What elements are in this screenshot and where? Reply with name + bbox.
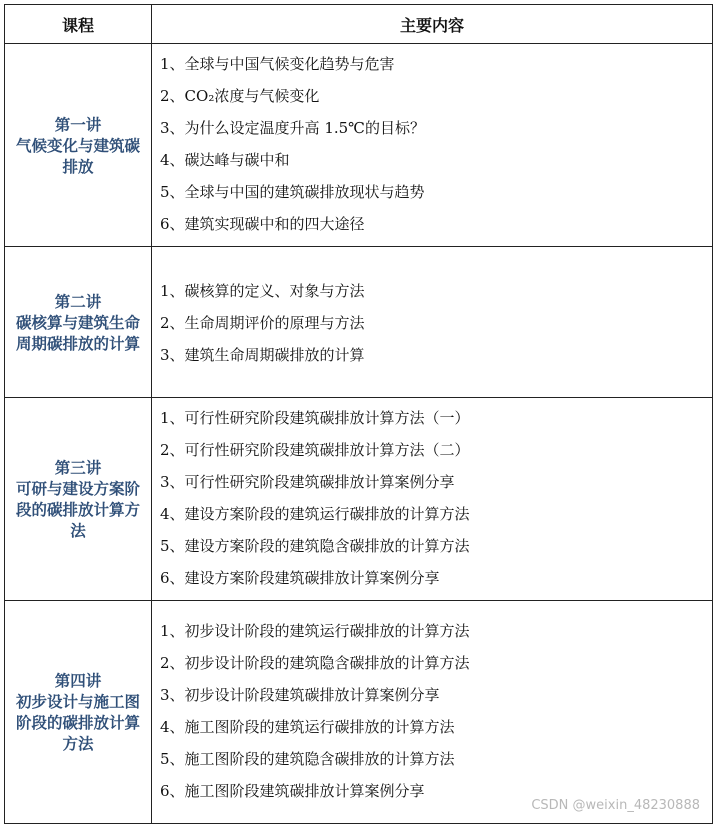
lesson-cell (5, 601, 152, 824)
lesson-number: 第三讲 (54, 458, 102, 477)
content-cell (152, 247, 713, 398)
content-item: 3、可行性研究阶段建筑碳排放计算案例分享 (160, 473, 455, 491)
content-item: 2、生命周期评价的原理与方法 (160, 314, 365, 332)
content-item: 5、全球与中国的建筑碳排放现状与趋势 (160, 183, 425, 201)
content-item: 3、初步设计阶段建筑碳排放计算案例分享 (160, 686, 440, 704)
lesson-title: 碳核算与建筑生命周期碳排放的计算 (15, 312, 140, 353)
lesson-title: 可研与建设方案阶段的碳排放计算方法 (15, 479, 140, 540)
content-list (152, 44, 712, 240)
lesson-row (5, 247, 713, 398)
content-list (152, 601, 712, 807)
content-item: 6、施工图阶段建筑碳排放计算案例分享 (160, 782, 425, 800)
content-item: 6、建筑实现碳中和的四大途径 (160, 215, 365, 233)
lesson-row (5, 44, 713, 247)
content-item: 1、碳核算的定义、对象与方法 (160, 282, 365, 300)
content-list (152, 247, 712, 371)
lesson-cell (5, 44, 152, 247)
header-row (5, 5, 713, 44)
content-item: 1、初步设计阶段的建筑运行碳排放的计算方法 (160, 622, 470, 640)
course-header: 课程 (5, 5, 152, 44)
content-item: 4、碳达峰与碳中和 (160, 151, 290, 169)
content-item: 3、建筑生命周期碳排放的计算 (160, 346, 365, 364)
content-item: 1、可行性研究阶段建筑碳排放计算方法（一） (160, 409, 470, 427)
lesson-number: 第四讲 (54, 671, 102, 690)
content-cell (152, 44, 713, 247)
content-item: 5、建设方案阶段的建筑隐含碳排放的计算方法 (160, 537, 470, 555)
watermark: CSDN @weixin_48230888 (531, 798, 700, 813)
content-item: 5、施工图阶段的建筑隐含碳排放的计算方法 (160, 750, 455, 768)
content-header: 主要内容 (152, 5, 713, 44)
content-cell (152, 398, 713, 601)
lesson-number: 第二讲 (54, 291, 102, 311)
content-item: 2、初步设计阶段的建筑隐含碳排放的计算方法 (160, 654, 470, 672)
content-item: 2、CO₂浓度与气候变化 (160, 87, 320, 105)
lesson-number: 第一讲 (54, 114, 102, 134)
content-item: 6、建设方案阶段建筑碳排放计算案例分享 (160, 569, 440, 587)
content-item: 4、建设方案阶段的建筑运行碳排放的计算方法 (160, 505, 470, 523)
content-item: 2、可行性研究阶段建筑碳排放计算方法（二） (160, 441, 470, 459)
lesson-row (5, 601, 713, 824)
content-item: 1、全球与中国气候变化趋势与危害 (160, 55, 395, 73)
content-item: 4、施工图阶段的建筑运行碳排放的计算方法 (160, 718, 455, 736)
lesson-title: 初步设计与施工图阶段的碳排放计算方法 (15, 692, 140, 753)
course-table (4, 4, 713, 824)
lesson-cell (5, 247, 152, 398)
content-list (152, 398, 712, 594)
lesson-title: 气候变化与建筑碳排放 (15, 135, 140, 176)
content-cell (152, 601, 713, 824)
content-item: 3、为什么设定温度升高 1.5℃的目标？ (160, 119, 425, 137)
lesson-row (5, 398, 713, 601)
lesson-cell (5, 398, 152, 601)
